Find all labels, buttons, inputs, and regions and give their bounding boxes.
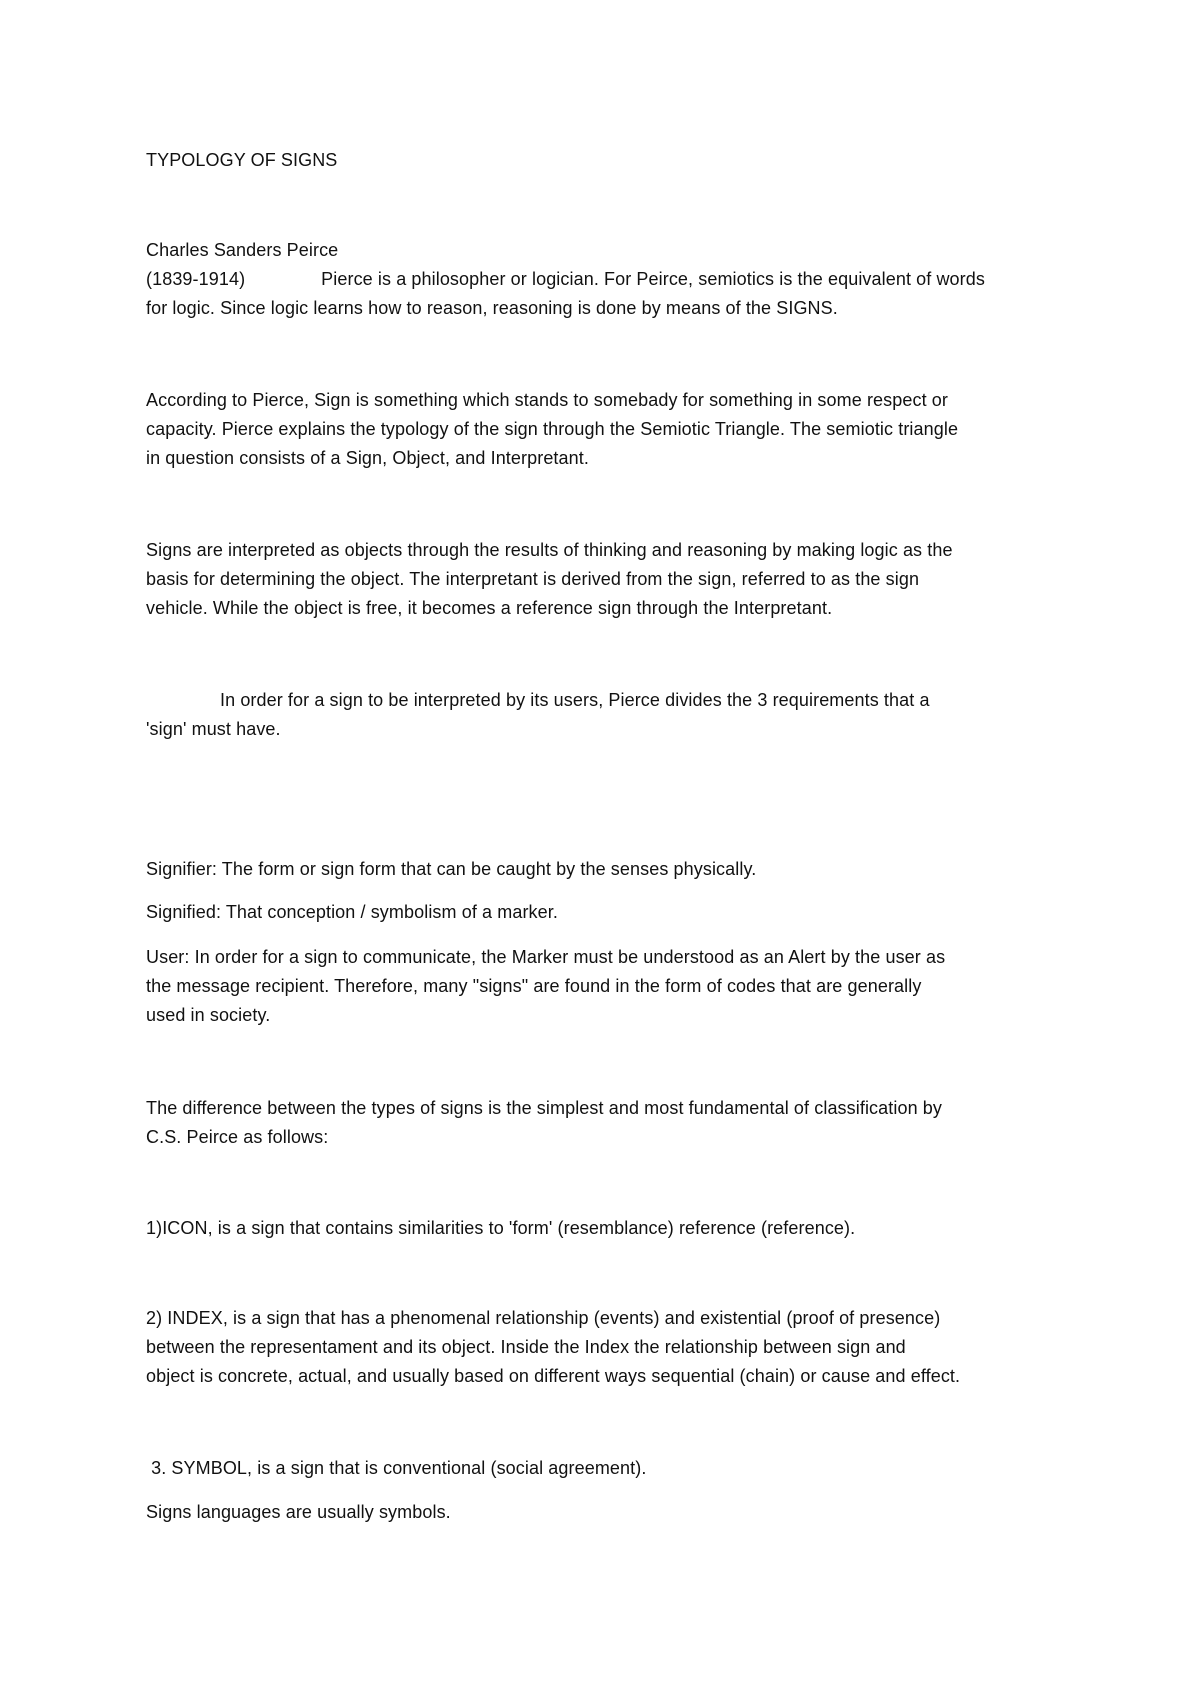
title-text: TYPOLOGY OF SIGNS <box>146 150 338 170</box>
paragraph-line: Signs are interpreted as objects through the results of thinking and reasoning by making logic as the <box>146 540 953 560</box>
signifier-definition <box>146 855 1076 884</box>
paragraph-line: According to Pierce, Sign is something which stands to somebady for something in some respect or <box>146 390 948 410</box>
author-intro-line-2: for logic. Since logic learns how to reason, reasoning is done by means of the SIGNS. <box>146 298 838 318</box>
requirements-paragraph <box>146 686 1076 744</box>
paragraph-line: basis for determining the object. The interpretant is derived from the sign, referred to as the sign <box>146 569 920 589</box>
paragraph-line: 'sign' must have. <box>146 719 281 739</box>
sign-definition-paragraph <box>146 386 1076 473</box>
icon-item <box>146 1214 1076 1243</box>
paragraph-line: User: In order for a sign to communicate, the Marker must be understood as an Alert by the user as <box>146 947 946 967</box>
paragraph-line: object is concrete, actual, and usually based on different ways sequential (chain) or cause and effect. <box>146 1366 961 1386</box>
interpretation-paragraph <box>146 536 1076 623</box>
author-paragraph <box>146 236 1076 323</box>
document-title <box>146 146 1076 175</box>
classification-paragraph <box>146 1094 1076 1152</box>
paragraph-line: C.S. Peirce as follows: <box>146 1127 329 1147</box>
paragraph-line: 2) INDEX, is a sign that has a phenomenal relationship (events) and existential (proof of presence) <box>146 1308 941 1328</box>
user-definition <box>146 943 1076 1030</box>
signified-definition <box>146 898 1076 927</box>
signifier-text: Signifier: The form or sign form that can be caught by the senses physically. <box>146 859 757 879</box>
paragraph-line: in question consists of a Sign, Object, and Interpretant. <box>146 448 589 468</box>
paragraph-line: the message recipient. Therefore, many "signs" are found in the form of codes that are generally <box>146 976 922 996</box>
symbol-item-text: 3. SYMBOL, is a sign that is conventional (social agreement). <box>146 1458 647 1478</box>
paragraph-line: The difference between the types of signs is the simplest and most fundamental of classification by <box>146 1098 942 1118</box>
paragraph-line: vehicle. While the object is free, it becomes a reference sign through the Interpretant. <box>146 598 833 618</box>
author-name: Charles Sanders Peirce <box>146 240 339 260</box>
paragraph-line: between the representament and its object. Inside the Index the relationship between sign and <box>146 1337 906 1357</box>
intro-line-1-text: Pierce is a philosopher or logician. For Peirce, semiotics is the equivalent of words <box>321 269 985 289</box>
closing-line <box>146 1498 1076 1527</box>
closing-text: Signs languages are usually symbols. <box>146 1502 451 1522</box>
paragraph-line: capacity. Pierce explains the typology of the sign through the Semiotic Triangle. The semiotic triangle <box>146 419 959 439</box>
paragraph-line: used in society. <box>146 1005 271 1025</box>
author-intro-line-1 <box>146 265 1076 294</box>
symbol-item <box>146 1454 1076 1483</box>
signified-text: Signified: That conception / symbolism of a marker. <box>146 902 558 922</box>
index-item <box>146 1304 1076 1391</box>
icon-item-text: 1)ICON, is a sign that contains similarities to 'form' (resemblance) reference (reference). <box>146 1218 856 1238</box>
author-dates: (1839-1914) <box>146 269 246 289</box>
paragraph-line: In order for a sign to be interpreted by its users, Pierce divides the 3 requirements that a <box>220 690 930 710</box>
